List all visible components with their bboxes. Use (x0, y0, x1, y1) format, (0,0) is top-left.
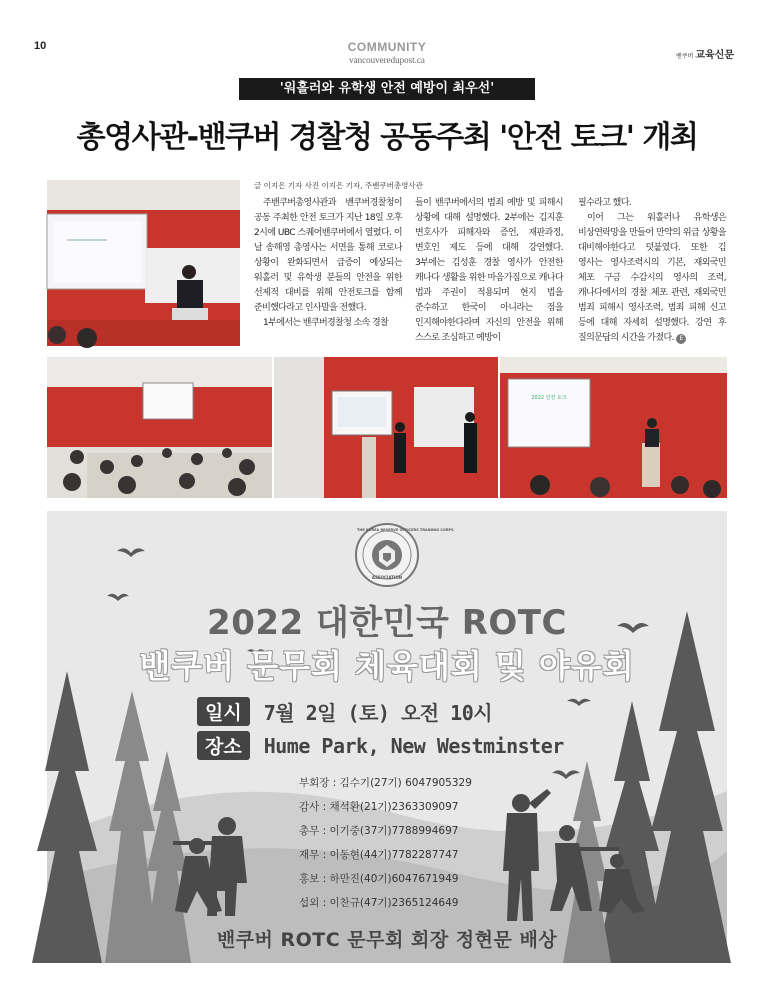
end-mark-icon: E (676, 334, 686, 344)
emblem-text: THE KOREA RESERVE OFFICERS TRAINING CORPS (357, 528, 454, 532)
photo-audience (47, 357, 272, 498)
photo-speaker (47, 180, 240, 346)
emblem-assoc-text: ASSOCIATION (371, 575, 403, 580)
rotc-emblem (355, 523, 454, 587)
ad-subtitle: 밴쿠버 문무회 체육대회 및 야유회 (139, 647, 635, 685)
photo-police-officers (274, 357, 498, 498)
section-header (0, 40, 774, 65)
slide-title-text: 2022 안전 토크 (531, 395, 567, 401)
ad-footer: 밴쿠버 ROTC 문무회 회장 정현문 배상 (216, 929, 558, 951)
article-paragraph: 1부에서는 밴쿠버경찰청 소속 경찰 (263, 318, 389, 328)
brand-small: 밴쿠버 (675, 53, 694, 60)
article-paragraph: 주밴쿠버총영사관과 밴쿠버경찰청이 공동 주최한 안전 토크가 지난 18일 오후 2시에 UBC 스퀘어밴쿠버에서 열렸다. 이 날 송해영 총영사는 서면을 통해 코로나 상황이 완화되면서 급증이 예상되는 워홀러 및 유학생 분들의 안전을 위한 선제적 대비를 위해 안전토크를 함께 준비했다라고 인사말을 전했다. (254, 198, 402, 313)
contact-line: 총무 : 이기중(37기)7788994697 (299, 825, 459, 837)
ad-place-row (197, 731, 564, 760)
contact-line: 감사 : 채석환(21기)2363309097 (299, 801, 459, 813)
article-paragraph (578, 211, 726, 346)
article-byline: 글 이지은 기자 사진 이지은 기자, 주밴쿠버총영사관 (254, 181, 423, 190)
date-value: 7월 2일 (토) 오전 10시 (263, 701, 493, 725)
contact-line: 홍보 : 하만진(40기)6047671949 (299, 873, 459, 885)
contact-line: 부회장 : 김수기(27기) 6047905329 (299, 777, 472, 789)
brand-name: 교육신문 (695, 50, 734, 61)
contact-line: 재무 : 이동현(44기)7782287747 (299, 849, 459, 861)
photo-police-image (274, 357, 498, 498)
place-label: 장소 (197, 731, 250, 760)
contact-line: 섭외 : 이찬규(47기)2365124649 (299, 897, 459, 909)
ad-contact-list (299, 771, 472, 915)
publication-logo (676, 46, 734, 61)
article-column-2 (415, 196, 563, 346)
page-number: 10 (34, 40, 47, 52)
ad-date-row (197, 697, 492, 726)
photo-speaker-image (47, 180, 240, 346)
article-headline: 총영사관-밴쿠버 경찰청 공동주최 '안전 토크' 개최 (76, 120, 698, 155)
photo-audience-image (47, 357, 272, 498)
rotc-advertisement (47, 511, 727, 963)
article-paragraph: 필수라고 했다. (578, 198, 632, 208)
section-name: COMMUNITY (347, 40, 427, 54)
photo-consul-presentation (500, 357, 727, 498)
date-label: 일시 (197, 697, 250, 726)
section-url: vancouveredupost.ca (349, 55, 425, 65)
article-kicker: '워홀러와 유학생 안전 예방이 최우선' (239, 78, 535, 100)
ad-title: 2022 대한민국 ROTC (207, 603, 567, 643)
article-column-1 (254, 196, 402, 346)
place-value: Hume Park, New Westminster (263, 733, 564, 758)
article-paragraph-text: 이어 그는 워홀러나 유학생은 비상연락망을 만들어 만약의 위급 상황을 대비해야한다고 덧붙였다. 또한 김 영사는 영사조력시의 기본, 재외국민 체포 구금 수감시의 영사의 조력, 캐나다에서의 경찰 체포 관련, 재외국민 범죄 피해시 영사조력, 범죄 피해 신고 등에 대해 자세히 설명했다. 강연 후 질의문답의 시간을 가졌다. (578, 213, 726, 343)
article-paragraph: 들이 밴쿠버에서의 범죄 예방 및 피해시 상황에 대해 설명했다. 2부에는 김지훈 변호사가 피해자와 증언, 재판과정, 변호인 제도 등에 대해 강연했다. 3부에는 김성훈 경찰 영사가 안전한 캐나다 생활을 위한 마음가짐으로 캐나다 법과 주권이 적용되며 현지 법을 준수하고 한국이 아니라는 점을 인지해야한다라며 자신의 안전을 위해 스스로 조심하고 예방이 (415, 198, 563, 343)
article-column-3 (578, 196, 726, 346)
photo-consul-image (500, 357, 727, 498)
